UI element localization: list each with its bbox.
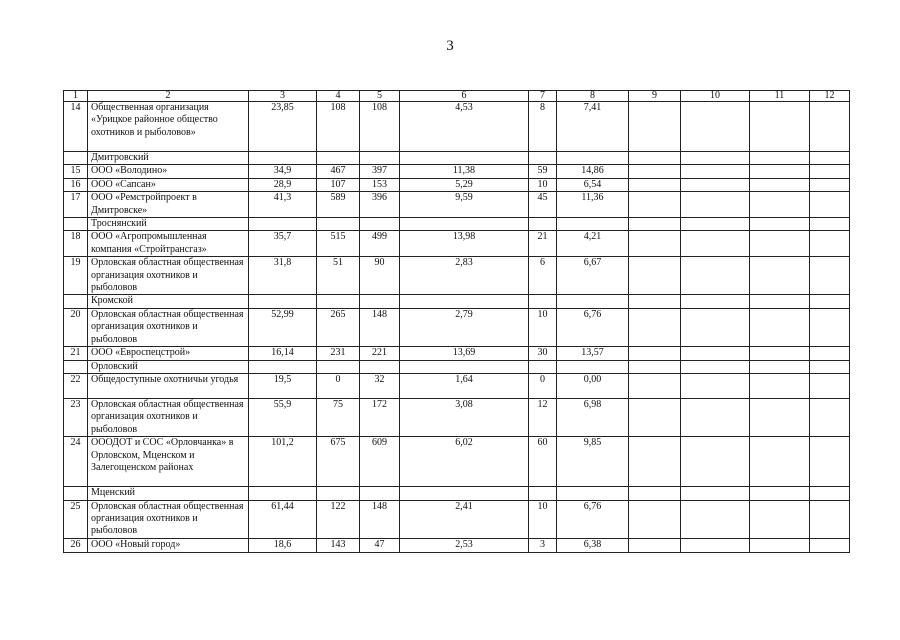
column-header: 12 <box>810 91 850 102</box>
table-cell <box>64 218 88 231</box>
table-cell: 6,98 <box>557 398 629 436</box>
table-cell: 172 <box>360 398 400 436</box>
table-cell: 18 <box>64 231 88 257</box>
table-cell: 148 <box>360 308 400 346</box>
table-row <box>64 437 850 487</box>
table-cell <box>629 192 681 218</box>
table-cell <box>750 398 810 436</box>
table-cell: 13,98 <box>400 231 529 257</box>
table-cell: 19 <box>64 257 88 295</box>
table-cell <box>750 231 810 257</box>
table-cell: 52,99 <box>249 308 317 346</box>
table-cell: 589 <box>317 192 360 218</box>
table-cell: 60 <box>529 437 557 487</box>
column-header: 7 <box>529 91 557 102</box>
organization-name: ОООДОТ и СОС «Орловчанка» в Орловском, Мценском и Залегощенском районах <box>88 437 249 487</box>
table-cell <box>529 360 557 373</box>
table-cell: 59 <box>529 165 557 178</box>
table-cell: 148 <box>360 500 400 538</box>
table-cell <box>750 102 810 152</box>
table-cell <box>681 152 750 165</box>
organization-name: Орловская областная общественная организация охотников и рыболовов <box>88 257 249 295</box>
table-cell <box>629 218 681 231</box>
table-cell <box>750 500 810 538</box>
table-cell <box>750 437 810 487</box>
table-cell: 25 <box>64 500 88 538</box>
table-cell: 55,9 <box>249 398 317 436</box>
table-cell: 75 <box>317 398 360 436</box>
table-cell <box>750 178 810 191</box>
table-cell <box>810 257 850 295</box>
table-cell <box>629 308 681 346</box>
table-cell: 4,21 <box>557 231 629 257</box>
table-cell <box>810 102 850 152</box>
table-row <box>64 308 850 346</box>
organization-name: ООО «Сапсан» <box>88 178 249 191</box>
section-name: Дмитровский <box>88 152 249 165</box>
section-row <box>64 295 850 308</box>
table-cell: 14,86 <box>557 165 629 178</box>
table-cell <box>810 500 850 538</box>
table-cell: 10 <box>529 500 557 538</box>
section-row <box>64 218 850 231</box>
table-cell: 26 <box>64 538 88 552</box>
table-cell: 20 <box>64 308 88 346</box>
table-cell: 6,67 <box>557 257 629 295</box>
table-cell <box>750 257 810 295</box>
table-row <box>64 257 850 295</box>
table-cell <box>681 373 750 398</box>
table-cell <box>557 360 629 373</box>
column-header: 11 <box>750 91 810 102</box>
table-cell: 397 <box>360 165 400 178</box>
table-cell: 15 <box>64 165 88 178</box>
table-cell: 51 <box>317 257 360 295</box>
table-cell: 2,79 <box>400 308 529 346</box>
table-cell: 6,76 <box>557 500 629 538</box>
table-row <box>64 165 850 178</box>
column-header: 8 <box>557 91 629 102</box>
page-number: 3 <box>446 38 454 54</box>
table-cell <box>629 538 681 552</box>
table-cell: 143 <box>317 538 360 552</box>
table-cell <box>629 257 681 295</box>
table-cell <box>629 487 681 500</box>
table-cell: 90 <box>360 257 400 295</box>
table-cell: 0 <box>317 373 360 398</box>
table-cell <box>810 231 850 257</box>
table-cell: 47 <box>360 538 400 552</box>
column-header: 3 <box>249 91 317 102</box>
section-name: Орловский <box>88 360 249 373</box>
table-cell <box>557 295 629 308</box>
table-cell <box>750 165 810 178</box>
header-row <box>64 91 850 102</box>
table-cell <box>557 487 629 500</box>
section-name: Кромской <box>88 295 249 308</box>
table-cell <box>750 360 810 373</box>
table-cell <box>810 308 850 346</box>
table-cell <box>810 218 850 231</box>
table-cell <box>750 218 810 231</box>
section-row <box>64 152 850 165</box>
table-cell: 2,53 <box>400 538 529 552</box>
table-cell <box>400 487 529 500</box>
table-cell <box>750 373 810 398</box>
organization-name: ООО «Ремстройпроект в Дмитровске» <box>88 192 249 218</box>
table-row <box>64 398 850 436</box>
table-cell <box>681 165 750 178</box>
column-header: 4 <box>317 91 360 102</box>
table-cell: 21 <box>529 231 557 257</box>
table-cell <box>681 360 750 373</box>
table-cell: 2,41 <box>400 500 529 538</box>
table-cell: 13,69 <box>400 347 529 360</box>
table-cell: 609 <box>360 437 400 487</box>
column-header: 5 <box>360 91 400 102</box>
organization-name: Орловская областная общественная организация охотников и рыболовов <box>88 500 249 538</box>
table-cell: 221 <box>360 347 400 360</box>
table-cell <box>400 218 529 231</box>
table-cell <box>64 295 88 308</box>
table-cell: 9,59 <box>400 192 529 218</box>
table-cell: 5,29 <box>400 178 529 191</box>
table-cell <box>681 308 750 346</box>
section-name: Троснянский <box>88 218 249 231</box>
section-name: Мценский <box>88 487 249 500</box>
table-cell <box>317 487 360 500</box>
table-cell <box>629 178 681 191</box>
table-cell <box>750 295 810 308</box>
table-cell: 16,14 <box>249 347 317 360</box>
table-cell <box>629 152 681 165</box>
table-cell: 24 <box>64 437 88 487</box>
table-cell <box>681 295 750 308</box>
table-cell <box>810 295 850 308</box>
table-cell <box>249 152 317 165</box>
table-cell: 10 <box>529 178 557 191</box>
table-cell <box>810 437 850 487</box>
table-cell: 107 <box>317 178 360 191</box>
table-cell <box>317 360 360 373</box>
table-cell <box>681 231 750 257</box>
table-cell: 45 <box>529 192 557 218</box>
table-cell <box>750 487 810 500</box>
table-cell <box>360 295 400 308</box>
table-cell: 22 <box>64 373 88 398</box>
table-cell <box>810 360 850 373</box>
section-row <box>64 487 850 500</box>
table-cell: 2,83 <box>400 257 529 295</box>
table-cell <box>681 218 750 231</box>
table-row <box>64 500 850 538</box>
table-row <box>64 102 850 152</box>
table-cell <box>360 360 400 373</box>
table-cell: 515 <box>317 231 360 257</box>
table-cell: 21 <box>64 347 88 360</box>
table-cell <box>681 398 750 436</box>
column-header: 10 <box>681 91 750 102</box>
organization-name: ООО «Агропромышленная компания «Стройтрансгаз» <box>88 231 249 257</box>
table-cell: 7,41 <box>557 102 629 152</box>
table-cell: 122 <box>317 500 360 538</box>
table-cell <box>360 218 400 231</box>
table-cell <box>400 152 529 165</box>
table-cell: 23 <box>64 398 88 436</box>
table-cell <box>64 487 88 500</box>
table-cell: 0,00 <box>557 373 629 398</box>
table-cell: 17 <box>64 192 88 218</box>
table-cell: 61,44 <box>249 500 317 538</box>
table-cell: 23,85 <box>249 102 317 152</box>
table-cell <box>317 218 360 231</box>
table-cell: 19,5 <box>249 373 317 398</box>
table-cell: 11,36 <box>557 192 629 218</box>
table-cell: 32 <box>360 373 400 398</box>
table-cell <box>629 295 681 308</box>
table-cell <box>317 295 360 308</box>
table-cell <box>681 192 750 218</box>
table-cell: 3 <box>529 538 557 552</box>
table-cell: 6,54 <box>557 178 629 191</box>
table-cell: 108 <box>360 102 400 152</box>
table-cell: 11,38 <box>400 165 529 178</box>
table-cell: 467 <box>317 165 360 178</box>
table-body <box>64 91 850 553</box>
table-cell <box>629 398 681 436</box>
table-cell <box>810 165 850 178</box>
column-header: 9 <box>629 91 681 102</box>
table-cell <box>750 152 810 165</box>
table-cell <box>750 308 810 346</box>
table-cell: 6,76 <box>557 308 629 346</box>
table-cell <box>629 231 681 257</box>
table-cell <box>360 487 400 500</box>
table-cell: 6,02 <box>400 437 529 487</box>
table-cell: 18,6 <box>249 538 317 552</box>
table-cell <box>249 487 317 500</box>
table-cell <box>681 102 750 152</box>
table-cell <box>400 360 529 373</box>
table-cell <box>629 165 681 178</box>
table-cell: 41,3 <box>249 192 317 218</box>
column-header: 2 <box>88 91 249 102</box>
table-cell <box>810 398 850 436</box>
table-cell: 108 <box>317 102 360 152</box>
table-cell <box>64 152 88 165</box>
table-row <box>64 178 850 191</box>
organization-name: ООО «Володино» <box>88 165 249 178</box>
table-cell: 231 <box>317 347 360 360</box>
table-cell: 499 <box>360 231 400 257</box>
table-cell <box>629 373 681 398</box>
table-cell <box>360 152 400 165</box>
table-cell <box>810 538 850 552</box>
table-cell <box>64 360 88 373</box>
table-cell <box>249 360 317 373</box>
table-cell <box>629 360 681 373</box>
table-row <box>64 538 850 552</box>
table-cell <box>750 347 810 360</box>
table-cell <box>629 347 681 360</box>
table-cell: 8 <box>529 102 557 152</box>
table-cell: 9,85 <box>557 437 629 487</box>
table-cell <box>629 437 681 487</box>
table-cell <box>681 178 750 191</box>
table-cell <box>400 295 529 308</box>
table-cell <box>681 437 750 487</box>
table-cell <box>810 347 850 360</box>
table-cell <box>681 538 750 552</box>
organization-name: Общедоступные охотничьи угодья <box>88 373 249 398</box>
table-cell <box>681 487 750 500</box>
table-cell: 16 <box>64 178 88 191</box>
column-header: 6 <box>400 91 529 102</box>
table-cell <box>750 192 810 218</box>
table-cell: 14 <box>64 102 88 152</box>
table-cell: 35,7 <box>249 231 317 257</box>
table-row <box>64 347 850 360</box>
table-cell: 0 <box>529 373 557 398</box>
table-cell: 6 <box>529 257 557 295</box>
table-cell: 1,64 <box>400 373 529 398</box>
table-cell: 13,57 <box>557 347 629 360</box>
table-cell <box>810 152 850 165</box>
table-cell: 101,2 <box>249 437 317 487</box>
data-table <box>63 90 850 553</box>
table-cell: 31,8 <box>249 257 317 295</box>
table-cell: 3,08 <box>400 398 529 436</box>
table-cell <box>681 257 750 295</box>
organization-name: Орловская областная общественная организация охотников и рыболовов <box>88 398 249 436</box>
table-row <box>64 231 850 257</box>
table-cell: 265 <box>317 308 360 346</box>
organization-name: ООО «Новый город» <box>88 538 249 552</box>
table-cell: 4,53 <box>400 102 529 152</box>
table-cell <box>529 218 557 231</box>
table-cell <box>529 152 557 165</box>
table-cell <box>557 218 629 231</box>
table-cell: 153 <box>360 178 400 191</box>
table-cell: 10 <box>529 308 557 346</box>
table-cell: 28,9 <box>249 178 317 191</box>
column-header: 1 <box>64 91 88 102</box>
table-cell <box>529 487 557 500</box>
table-cell: 675 <box>317 437 360 487</box>
table-cell <box>810 487 850 500</box>
table-cell: 396 <box>360 192 400 218</box>
table-cell: 6,38 <box>557 538 629 552</box>
organization-name: ООО «Евроспецстрой» <box>88 347 249 360</box>
table-cell <box>681 347 750 360</box>
section-row <box>64 360 850 373</box>
table-cell <box>629 102 681 152</box>
table-cell <box>529 295 557 308</box>
table-cell <box>750 538 810 552</box>
table-row <box>64 192 850 218</box>
table-cell: 30 <box>529 347 557 360</box>
table-cell <box>317 152 360 165</box>
table-cell <box>629 500 681 538</box>
table-cell: 12 <box>529 398 557 436</box>
organization-name: Общественная организация «Урицкое районное общество охотников и рыболовов» <box>88 102 249 152</box>
table-cell <box>810 192 850 218</box>
table-cell <box>681 500 750 538</box>
table-cell: 34,9 <box>249 165 317 178</box>
table-cell <box>810 373 850 398</box>
organization-name: Орловская областная общественная организация охотников и рыболовов <box>88 308 249 346</box>
table-cell <box>249 218 317 231</box>
table-row <box>64 373 850 398</box>
table-cell <box>249 295 317 308</box>
table-cell <box>810 178 850 191</box>
table-cell <box>557 152 629 165</box>
